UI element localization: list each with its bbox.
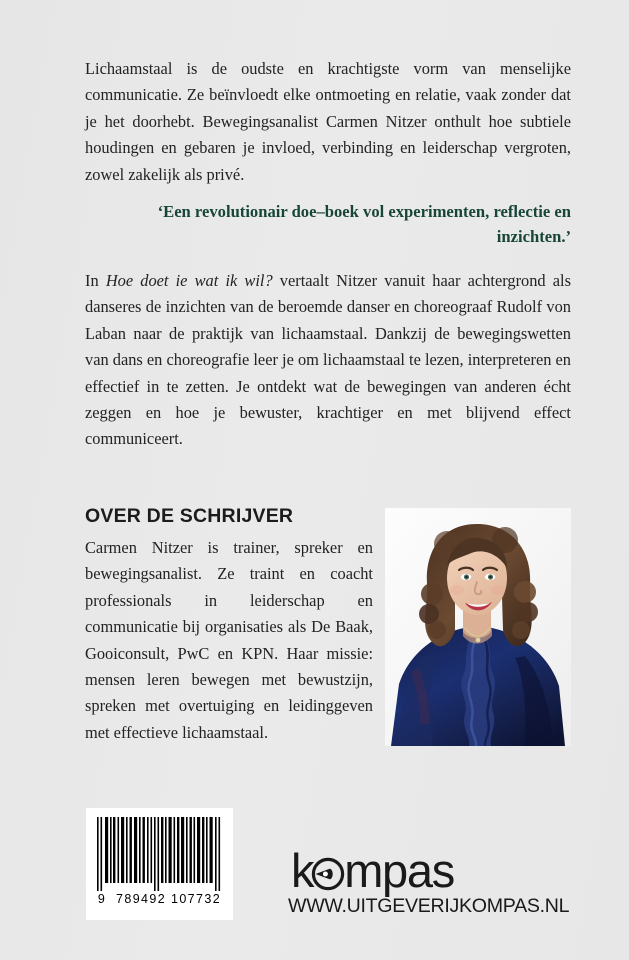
intro-blurb: Lichaamstaal is de oudste en krachtigste vorm van menselijke communicatie. Ze beïnvloedt elke ontmoeting en relatie, vaak zonder dat je het doorhebt. Bewegingsanalist Carmen Nitzer onthult hoe subtiele houdingen en gebaren je invloed, verbinding en leiderschap vergroten, zowel zakelijk als privé. (85, 59, 571, 184)
description-paragraph (85, 268, 571, 453)
publisher-logo-block (288, 844, 570, 918)
publisher-website-url: WWW.UITGEVERIJKOMPAS.NL (288, 895, 570, 917)
publisher-name-rest: mpas (344, 844, 454, 897)
barcode-digits: 9 789492 107732 (97, 892, 222, 906)
description-lead-in: In (85, 271, 106, 290)
publisher-name-k: k (291, 844, 314, 897)
description-rest: vertaalt Nitzer vanuit haar achtergrond als danseres de inzichten van de beroemde danser en choreograaf Rudolf von Laban naar de praktijk van lichaamstaal. Dankzij de bewegingswetten van dans en choreografie leer je om lichaamstaal te lezen, interpreteren en effectief in te zetten. Je ontdekt wat de bewegingen van anderen écht zeggen en hoe je bewuster, krachtiger en met blijvend effect communiceert. (85, 271, 572, 449)
author-portrait-illustration (385, 508, 571, 746)
compass-eye-icon (311, 857, 345, 896)
book-title: Hoe doet ie wat ik wil? (105, 271, 273, 290)
barcode-bars (94, 817, 225, 891)
isbn-barcode (86, 808, 233, 920)
publisher-wordmark (291, 844, 558, 897)
pull-quote: ‘Een revolutionair doe–boek vol experimenten, reflectie en inzichten.’ (157, 202, 571, 246)
author-bio-text: Carmen Nitzer is trainer, spreker en bewegingsanalist. Ze traint en coacht professionals in leiderschap en communicatie bij organisaties als De Baak, Gooiconsult, PwC en KPN. Haar missie: mensen leren bewegen met bewustzijn, spreken met overtuiging en leidinggeven met effectieve lichaamstaal. (85, 538, 373, 742)
author-photo (385, 508, 571, 746)
author-section-heading: OVER DE SCHRIJVER (85, 505, 294, 527)
